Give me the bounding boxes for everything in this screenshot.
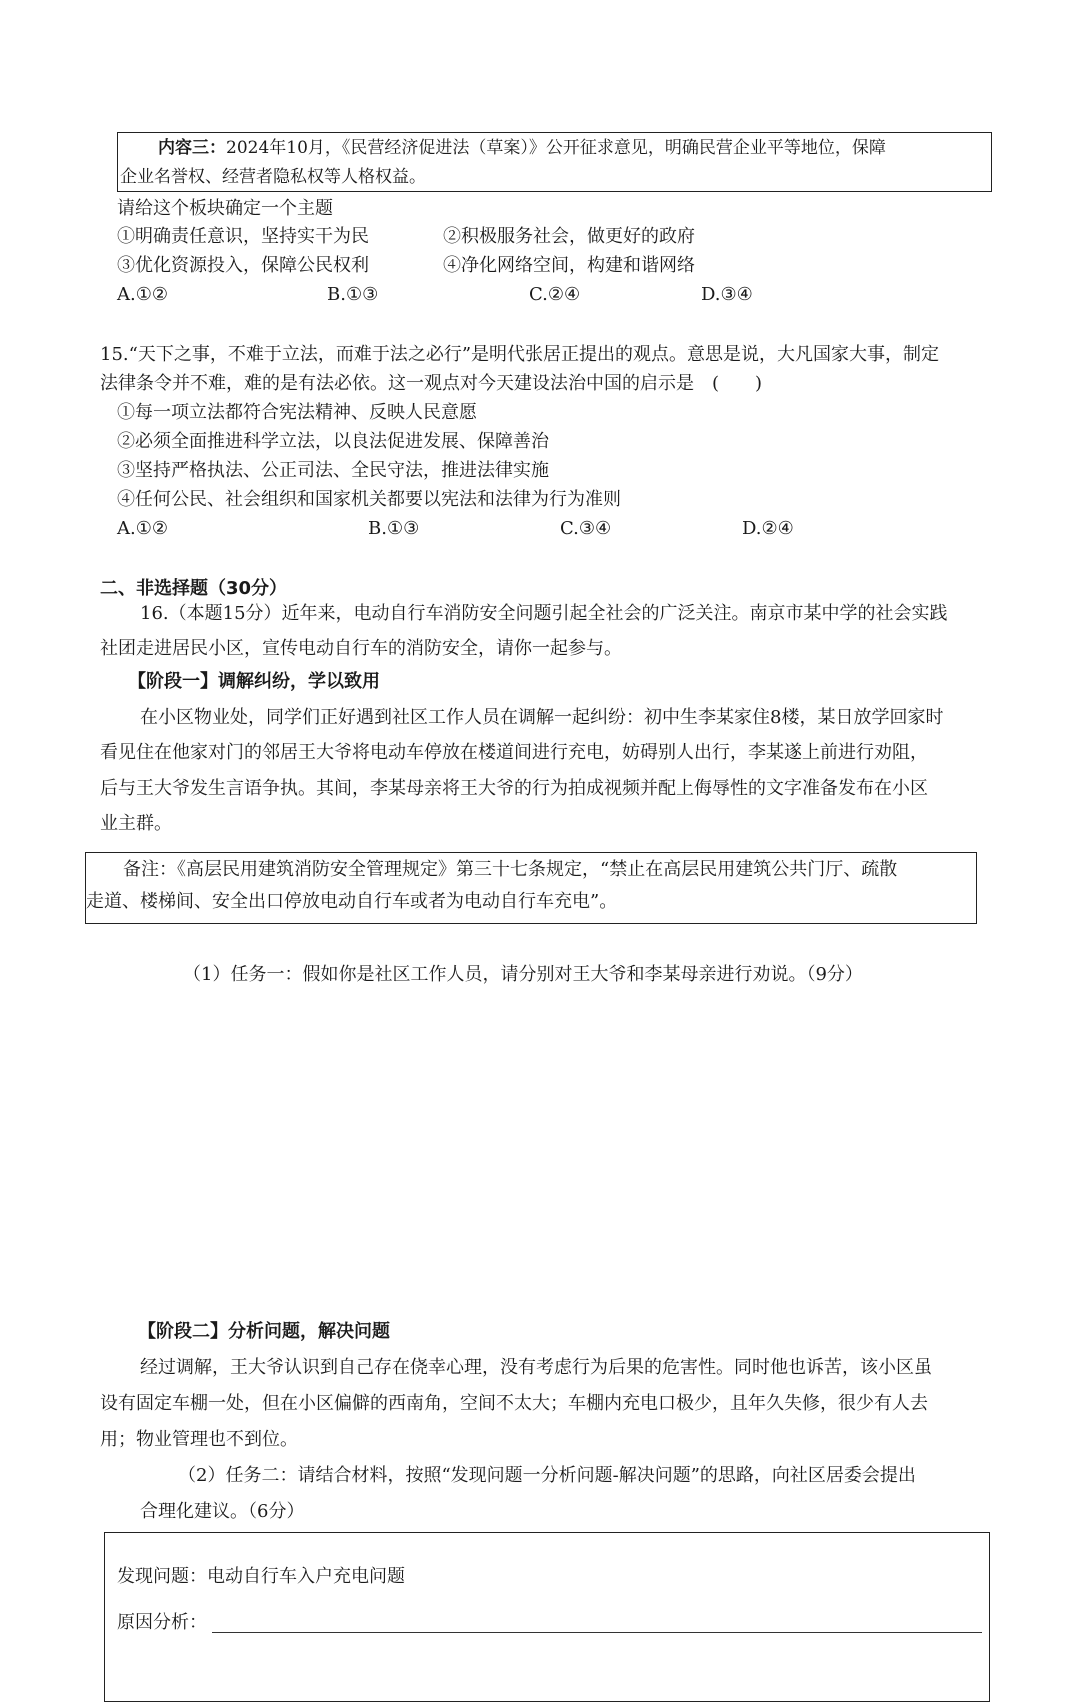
q14-option-2: ②积极服务社会，做更好的政府 xyxy=(443,226,695,247)
stage-one-para-line2: 看见住在他家对门的邻居王大爷将电动车停放在楼道间进行充电，妨碍别人出行，李某遂上前进行劝阻， xyxy=(100,742,928,763)
q15-choice-c: C.③④ xyxy=(560,518,612,539)
content-three-line2: 企业名誉权、经营者隐私权等人格权益。 xyxy=(120,167,426,187)
q14-choice-c: C.②④ xyxy=(529,284,581,305)
stage-one-para-line4: 业主群。 xyxy=(100,813,172,834)
task-two-line1: （2）任务二：请结合材料，按照“发现问题一分析问题-解决问题”的思路，向社区居委会提出 xyxy=(178,1465,916,1486)
stage-two-para-line3: 用；物业管理也不到位。 xyxy=(100,1429,298,1450)
q15-option-2: ②必须全面推进科学立法，以良法促进发展、保障善治 xyxy=(117,431,549,452)
content-three-line1: 内容三：2024年10月，《民营经济促进法（草案）》公开征求意见，明确民营企业平等地位，保障 xyxy=(158,138,886,158)
stage-one-title: 【阶段一】调解纠纷，学以致用 xyxy=(128,671,380,692)
q15-choice-a: A.①② xyxy=(117,518,168,539)
task-two-line2: 合理化建议。（6分） xyxy=(140,1501,305,1522)
q14-choice-d: D.③④ xyxy=(701,284,753,305)
answer-cause-label: 原因分析： xyxy=(117,1612,207,1633)
note-line2: 走道、楼梯间、安全出口停放电动自行车或者为电动自行车充电”。 xyxy=(86,891,618,912)
task-one: （1）任务一：假如你是社区工作人员，请分别对王大爷和李某母亲进行劝说。（9分） xyxy=(183,964,863,985)
q14-option-4: ④净化网络空间，构建和谐网络 xyxy=(443,255,695,276)
stage-two-title: 【阶段二】分析问题，解决问题 xyxy=(138,1321,390,1342)
q15-choice-d: D.②④ xyxy=(742,518,794,539)
q15-option-1: ①每一项立法都符合宪法精神、反映人民意愿 xyxy=(117,402,477,423)
stage-two-para-line1: 经过调解，王大爷认识到自己存在侥幸心理，没有考虑行为后果的危害性。同时他也诉苦，该小区虽 xyxy=(140,1357,932,1378)
q16-intro-line1: 16.（本题15分）近年来，电动自行车消防安全问题引起全社会的广泛关注。南京市某中学的社会实践 xyxy=(140,603,948,624)
q15-option-4: ④任何公民、社会组织和国家机关都要以宪法和法律为行为准则 xyxy=(117,489,621,510)
q15-stem-line2: 法律条令并不难，难的是有法必依。这一观点对今天建设法治中国的启示是 ( ) xyxy=(100,373,763,394)
stage-one-para-line3: 后与王大爷发生言语争执。其间，李某母亲将王大爷的行为拍成视频并配上侮辱性的文字准备发布在小区 xyxy=(100,778,928,799)
q14-prompt: 请给这个板块确定一个主题 xyxy=(117,198,333,219)
answer-box xyxy=(104,1532,990,1702)
note-line1: 备注：《高层民用建筑消防安全管理规定》第三十七条规定，“禁止在高层民用建筑公共门厅、疏散 xyxy=(123,859,898,880)
q15-option-3: ③坚持严格执法、公正司法、全民守法，推进法律实施 xyxy=(117,460,549,481)
stage-one-para-line1: 在小区物业处，同学们正好遇到社区工作人员在调解一起纠纷：初中生李某家住8楼，某日放学回家时 xyxy=(140,707,944,728)
q14-choice-b: B.①③ xyxy=(327,284,379,305)
content-three-label: 内容三： xyxy=(158,138,226,158)
stage-two-para-line2: 设有固定车棚一处，但在小区偏僻的西南角，空间不太大；车棚内充电口极少，且年久失修，很少有人去 xyxy=(100,1393,928,1414)
section-two-title: 二、非选择题（30分） xyxy=(100,578,288,599)
q15-choice-b: B.①③ xyxy=(368,518,420,539)
answer-found-problem: 发现问题：电动自行车入户充电问题 xyxy=(117,1566,405,1587)
q14-choice-a: A.①② xyxy=(117,284,168,305)
q15-stem-line1: 15.“天下之事，不难于立法，而难于法之必行”是明代张居正提出的观点。意思是说，大凡国家大事，制定 xyxy=(100,344,940,365)
q14-option-1: ①明确责任意识，坚持实干为民 xyxy=(117,226,369,247)
q16-intro-line2: 社团走进居民小区，宣传电动自行车的消防安全，请你一起参与。 xyxy=(100,638,622,659)
answer-cause-line[interactable] xyxy=(212,1632,982,1633)
q14-option-3: ③优化资源投入，保障公民权利 xyxy=(117,255,369,276)
